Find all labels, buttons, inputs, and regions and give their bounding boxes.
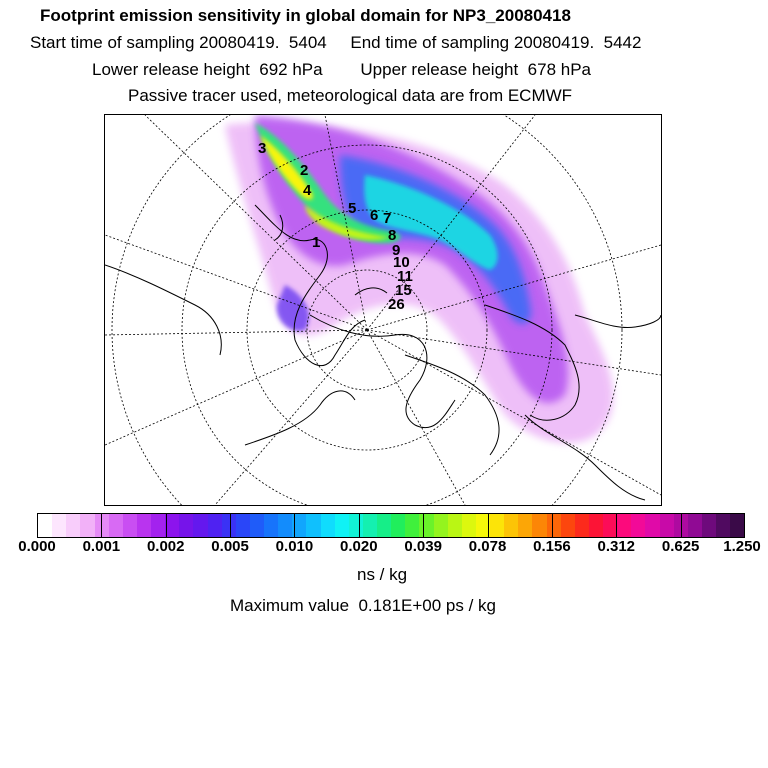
- release-label: 5: [348, 200, 357, 217]
- colorbar-cell: [123, 514, 137, 537]
- release-label: 7: [383, 210, 392, 227]
- footprint-map: [105, 115, 661, 505]
- release-label: 11: [397, 268, 413, 285]
- release-label: 8: [388, 227, 397, 244]
- colorbar-cell: [363, 514, 377, 537]
- release-label: 6: [370, 207, 379, 224]
- colorbar-cell: [377, 514, 391, 537]
- colorbar-cell: [434, 514, 448, 537]
- colorbar-cell: [419, 514, 433, 537]
- colorbar-cell: [236, 514, 250, 537]
- colorbar-cell: [462, 514, 476, 537]
- colorbar-cell: [250, 514, 264, 537]
- colorbar-tick-label: 0.001: [82, 538, 121, 555]
- colorbar-cell: [193, 514, 207, 537]
- colorbar-cell: [264, 514, 278, 537]
- colorbar-cell: [575, 514, 589, 537]
- colorbar-tick-label: 0.002: [146, 538, 185, 555]
- colorbar-cell: [38, 514, 52, 537]
- colorbar-cell: [547, 514, 561, 537]
- colorbar-tick-label: 0.010: [275, 538, 314, 555]
- release-label: 1: [312, 234, 321, 251]
- colorbar-divider: [488, 514, 489, 537]
- colorbar-divider: [294, 514, 295, 537]
- colorbar-tick-label: 0.156: [533, 538, 571, 555]
- colorbar-cell: [52, 514, 66, 537]
- colorbar-cell: [405, 514, 419, 537]
- colorbar-divider: [423, 514, 424, 537]
- colorbar-cell: [631, 514, 645, 537]
- colorbar-divider: [101, 514, 102, 537]
- colorbar-cell: [645, 514, 659, 537]
- colorbar-tick-label: 0.000: [18, 538, 56, 555]
- colorbar-cell: [448, 514, 462, 537]
- unit-label: ns / kg: [357, 565, 408, 584]
- colorbar-cell: [179, 514, 193, 537]
- colorbar-cell: [532, 514, 546, 537]
- sensitivity-field: [225, 115, 613, 443]
- colorbar: [37, 513, 745, 538]
- release-label: 15: [395, 282, 412, 299]
- colorbar-cell: [603, 514, 617, 537]
- colorbar-cell: [151, 514, 165, 537]
- map-frame: [104, 114, 662, 506]
- release-label: 26: [388, 296, 405, 313]
- colorbar-divider: [166, 514, 167, 537]
- colorbar-cell: [222, 514, 236, 537]
- colorbar-cell: [349, 514, 363, 537]
- map-title: Footprint emission sensitivity in global domain for NP3_20080418: [40, 6, 571, 25]
- colorbar-tick-label: 0.005: [211, 538, 249, 555]
- tracer-info-line: Passive tracer used, meteorological data are from ECMWF: [128, 86, 573, 105]
- colorbar-cell: [137, 514, 151, 537]
- colorbar-tick-label: 0.312: [597, 538, 636, 555]
- colorbar-cell: [208, 514, 222, 537]
- release-label: 10: [393, 254, 410, 271]
- colorbar-cell: [518, 514, 532, 537]
- colorbar-cell: [391, 514, 405, 537]
- release-label: 3: [258, 140, 267, 157]
- colorbar-cell: [80, 514, 94, 537]
- release-height-line: Lower release height 692 hPa Upper release height 678 hPa: [92, 60, 591, 79]
- colorbar-cell: [109, 514, 123, 537]
- colorbar-cell: [504, 514, 518, 537]
- colorbar-tick-label: 0.625: [661, 538, 700, 555]
- colorbar-cell: [589, 514, 603, 537]
- colorbar-cell: [306, 514, 320, 537]
- release-label: 4: [303, 182, 312, 199]
- colorbar-cell: [716, 514, 730, 537]
- colorbar-cell: [321, 514, 335, 537]
- max-value-label: Maximum value 0.181E+00 ps / kg: [230, 596, 496, 615]
- colorbar-cell: [617, 514, 631, 537]
- colorbar-tick-label: 0.078: [468, 538, 507, 555]
- release-label: 2: [300, 162, 309, 179]
- colorbar-divider: [681, 514, 682, 537]
- colorbar-cell: [165, 514, 179, 537]
- colorbar-cell: [335, 514, 349, 537]
- colorbar-cell: [730, 514, 744, 537]
- colorbar-cell: [561, 514, 575, 537]
- release-label: 9: [392, 242, 401, 259]
- colorbar-divider: [230, 514, 231, 537]
- colorbar-tick-label: 1.250: [723, 538, 761, 555]
- colorbar-cell: [490, 514, 504, 537]
- colorbar-cell: [278, 514, 292, 537]
- colorbar-cell: [660, 514, 674, 537]
- sampling-time-line: Start time of sampling 20080419. 5404 End time of sampling 20080419. 5442: [30, 33, 642, 52]
- colorbar-tick-label: 0.020: [340, 538, 378, 555]
- colorbar-cell: [702, 514, 716, 537]
- colorbar-cell: [66, 514, 80, 537]
- colorbar-tick-label: 0.039: [404, 538, 442, 555]
- colorbar-divider: [552, 514, 553, 537]
- colorbar-cell: [688, 514, 702, 537]
- colorbar-divider: [616, 514, 617, 537]
- colorbar-divider: [359, 514, 360, 537]
